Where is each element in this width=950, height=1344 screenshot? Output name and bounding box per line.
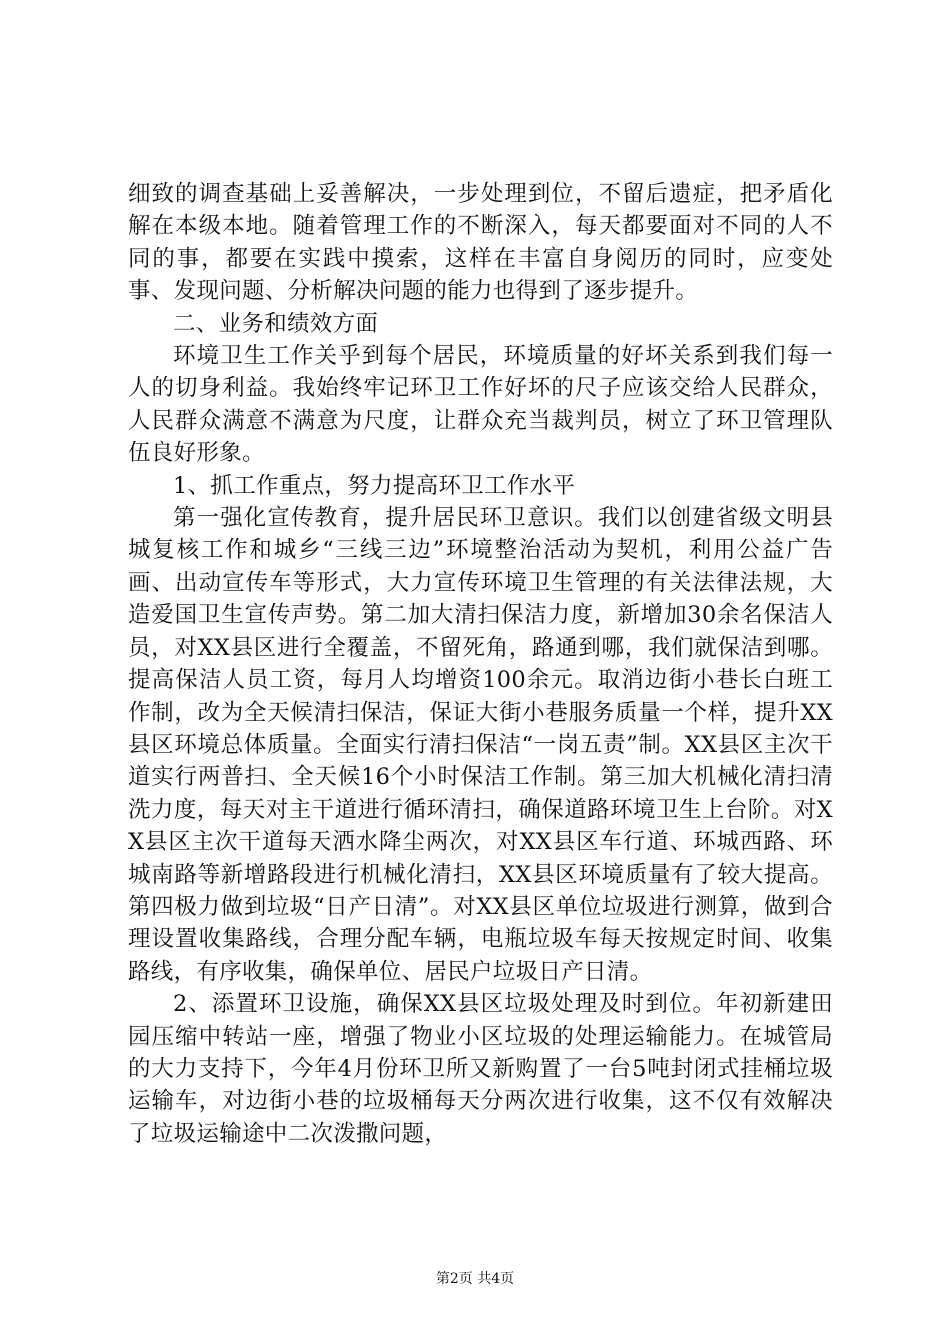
subheading-work-focus: 1、抓工作重点，努力提高环卫工作水平	[173, 472, 576, 499]
paragraph-sanitation-intro: 环境卫生工作关乎到每个居民，环境质量的好坏关系到我们每一人的切身利益。我始终牢记环卫工作好坏的尺子应该交给人民群众，人民群众满意不满意为尺度，让群众充当裁判员，树立了环卫管理队伍良好形象。	[128, 343, 833, 467]
body-text	[128, 178, 833, 1150]
paragraph-measures: 第一强化宣传教育，提升居民环卫意识。我们以创建省级文明县城复核工作和城乡“三线三边”环境整治活动为契机，利用公益广告画、出动宣传车等形式，大力宣传环境卫生管理的有关法律法规，大造爱国卫生宣传声势。第二加大清扫保洁力度，新增加30余名保洁人员，对XX县区进行全覆盖，不留死角，路通到哪，我们就保洁到哪。提高保洁人员工资，每月人均增资100余元。取消边街小巷长白班工作制，改为全天候清扫保洁，保证大街小巷服务质量一个样，提升XX县区环境总体质量。全面实行清扫保洁“一岗五责”制。XX县区主次干道实行两普扫、全天候16个小时保洁工作制。第三加大机械化清扫清洗力度，每天对主干道进行循环清扫，确保道路环境卫生上台阶。对XX县区主次干道每天洒水降尘两次，对XX县区车行道、环城西路、环城南路等新增路段进行机械化清扫，XX县区环境质量有了较大提高。第四极力做到垃圾“日产日清”。对XX县区单位垃圾进行测算，做到合理设置收集路线，合理分配车辆，电瓶垃圾车每天按规定时间、收集路线，有序收集，确保单位、居民户垃圾日产日清。	[128, 505, 833, 985]
paragraph-facilities: 2、添置环卫设施，确保XX县区垃圾处理及时到位。年初新建田园压缩中转站一座，增强了物业小区垃圾的处理运输能力。在城管局的大力支持下，今年4月份环卫所又新购置了一台5吨封闭式挂桶垃圾运输车，对边街小巷的垃圾桶每天分两次进行收集，这不仅有效解决了垃圾运输途中二次泼撒问题，	[128, 991, 833, 1147]
section-heading-business-performance: 二、业务和绩效方面	[173, 310, 379, 337]
paragraph-continuation: 细致的调查基础上妥善解决，一步处理到位，不留后遗症，把矛盾化解在本级本地。随着管理工作的不断深入，每天都要面对不同的人不同的事，都要在实践中摸索，这样在丰富自身阅历的同时，应变处事、发现问题、分析解决问题的能力也得到了逐步提升。	[128, 181, 833, 305]
page-footer: 第2页 共4页	[435, 1271, 515, 1287]
